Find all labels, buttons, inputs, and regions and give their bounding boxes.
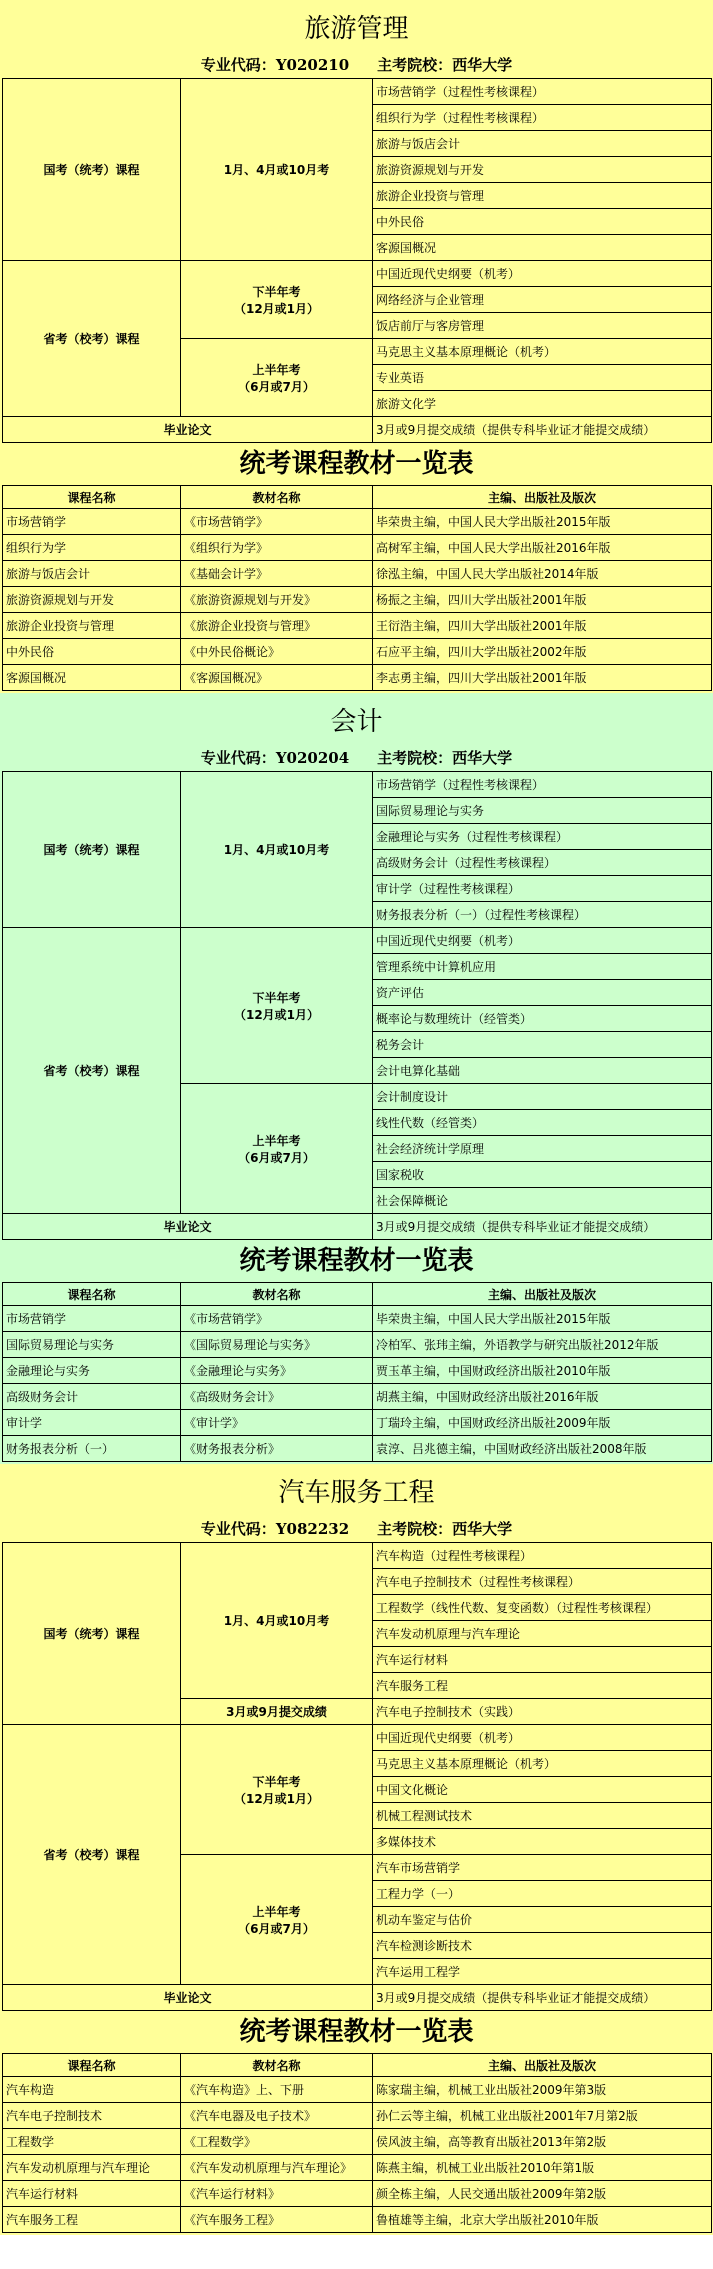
course-name: 旅游与饭店会计 (373, 131, 712, 157)
first-half-title: 上半年考 (252, 1904, 301, 1919)
course-name: 汽车构造 (3, 2077, 181, 2103)
textbook-list-title: 统考课程教材一览表 (239, 449, 474, 479)
course-name: 组织行为学 (3, 535, 181, 561)
course-name: 旅游企业投资与管理 (3, 613, 181, 639)
textbook-name: 《客源国概况》 (181, 665, 373, 691)
first-half-label (181, 1084, 373, 1214)
course-name: 市场营销学（过程性考核课程） (373, 772, 712, 798)
course-name: 旅游企业投资与管理 (373, 183, 712, 209)
textbook-name: 《市场营销学》 (181, 1306, 373, 1332)
editor-publisher: 毕荣贵主编，中国人民大学出版社2015年版 (373, 1306, 712, 1332)
course-name: 中外民俗 (373, 209, 712, 235)
course-name: 高级财务会计（过程性考核课程） (373, 850, 712, 876)
editor-publisher: 杨振之主编，四川大学出版社2001年版 (373, 587, 712, 613)
exam-school-label: 主考院校： (377, 1520, 453, 1538)
textbook-name: 《汽车发动机原理与汽车理论》 (181, 2155, 373, 2181)
editor-publisher: 石应平主编，四川大学出版社2002年版 (373, 639, 712, 665)
second-half-label (181, 928, 373, 1084)
course-name: 汽车构造（过程性考核课程） (373, 1543, 712, 1569)
thesis-label: 毕业论文 (3, 417, 373, 443)
textbook-header-cell: 教材名称 (181, 486, 373, 509)
textbook-header-cell: 教材名称 (181, 1283, 373, 1306)
editor-publisher: 李志勇主编，四川大学出版社2001年版 (373, 665, 712, 691)
course-name: 汽车运行材料 (373, 1647, 712, 1673)
course-name: 国家税收 (373, 1162, 712, 1188)
course-name: 会计电算化基础 (373, 1058, 712, 1084)
course-name: 机械工程测试技术 (373, 1803, 712, 1829)
major-section (0, 0, 713, 693)
second-half-months: （12月或1月） (233, 1007, 320, 1022)
textbook-row (3, 2181, 712, 2207)
course-name: 汽车服务工程 (3, 2207, 181, 2233)
major-code-value: Y020210 (275, 56, 350, 74)
editor-publisher: 孙仁云等主编，机械工业出版社2001年7月第2版 (373, 2103, 712, 2129)
editor-publisher: 侯风波主编，高等教育出版社2013年第2版 (373, 2129, 712, 2155)
textbook-row (3, 1332, 712, 1358)
course-row (3, 772, 712, 798)
course-name: 机动车鉴定与估价 (373, 1907, 712, 1933)
national-exam-time: 1月、4月或10月考 (181, 79, 373, 261)
major-code-label: 专业代码： (200, 1520, 276, 1538)
major-code-value: Y082232 (275, 1520, 350, 1538)
textbook-row (3, 1384, 712, 1410)
course-name: 专业英语 (373, 365, 712, 391)
exam-school-value: 西华大学 (452, 1520, 513, 1538)
textbook-row (3, 2129, 712, 2155)
major-section (0, 1464, 713, 2235)
course-name: 会计制度设计 (373, 1084, 712, 1110)
editor-publisher: 袁淳、吕兆德主编，中国财政经济出版社2008年版 (373, 1436, 712, 1462)
textbook-row (3, 2155, 712, 2181)
course-name: 金融理论与实务 (3, 1358, 181, 1384)
second-half-title: 下半年考 (252, 990, 301, 1005)
editor-publisher: 高树军主编，中国人民大学出版社2016年版 (373, 535, 712, 561)
course-name: 汽车发动机原理与汽车理论 (3, 2155, 181, 2181)
textbook-row (3, 613, 712, 639)
course-name: 客源国概况 (373, 235, 712, 261)
national-exam-label: 国考（统考）课程 (3, 1543, 181, 1725)
textbook-list-title: 统考课程教材一览表 (239, 1246, 474, 1276)
textbook-header-cell: 课程名称 (3, 2054, 181, 2077)
textbook-name: 《旅游资源规划与开发》 (181, 587, 373, 613)
first-half-months: （6月或7月） (238, 1921, 315, 1936)
national-exam-label: 国考（统考）课程 (3, 772, 181, 928)
textbook-name: 《旅游企业投资与管理》 (181, 613, 373, 639)
textbook-name: 《审计学》 (181, 1410, 373, 1436)
course-name: 汽车服务工程 (373, 1673, 712, 1699)
exam-plan-table (2, 1542, 712, 2011)
course-name: 汽车运行材料 (3, 2181, 181, 2207)
textbook-header-cell: 课程名称 (3, 486, 181, 509)
course-name: 旅游资源规划与开发 (373, 157, 712, 183)
course-name: 高级财务会计 (3, 1384, 181, 1410)
major-code (201, 1520, 349, 1538)
second-half-months: （12月或1月） (233, 1791, 320, 1806)
thesis-row (3, 417, 712, 443)
editor-publisher: 王衍浩主编，四川大学出版社2001年版 (373, 613, 712, 639)
major-title: 旅游管理 (304, 14, 409, 44)
course-name: 汽车运用工程学 (373, 1959, 712, 1985)
textbook-row (3, 1436, 712, 1462)
course-name: 网络经济与企业管理 (373, 287, 712, 313)
major-code-label: 专业代码： (200, 749, 276, 767)
second-half-months: （12月或1月） (233, 301, 320, 316)
course-name: 社会经济统计学原理 (373, 1136, 712, 1162)
first-half-months: （6月或7月） (238, 379, 315, 394)
course-name: 工程力学（一） (373, 1881, 712, 1907)
course-name: 税务会计 (373, 1032, 712, 1058)
course-name: 汽车电子控制技术（过程性考核课程） (373, 1569, 712, 1595)
major-code-value: Y020204 (275, 749, 350, 767)
textbook-name: 《汽车构造》上、下册 (181, 2077, 373, 2103)
course-name: 市场营销学 (3, 509, 181, 535)
editor-publisher: 贾玉革主编，中国财政经济出版社2010年版 (373, 1358, 712, 1384)
second-half-title: 下半年考 (252, 1774, 301, 1789)
editor-publisher: 鲁植雄等主编，北京大学出版社2010年版 (373, 2207, 712, 2233)
course-name: 市场营销学 (3, 1306, 181, 1332)
course-name: 财务报表分析（一） (3, 1436, 181, 1462)
course-name: 概率论与数理统计（经管类） (373, 1006, 712, 1032)
textbook-name: 《汽车电器及电子技术》 (181, 2103, 373, 2129)
exam-school-value: 西华大学 (452, 56, 513, 74)
second-half-label (181, 261, 373, 339)
first-half-title: 上半年考 (252, 1133, 301, 1148)
exam-plan-table (2, 771, 712, 1240)
textbook-name: 《金融理论与实务》 (181, 1358, 373, 1384)
course-name: 中国近现代史纲要（机考） (373, 1725, 712, 1751)
textbook-header-cell: 课程名称 (3, 1283, 181, 1306)
course-name: 旅游资源规划与开发 (3, 587, 181, 613)
major-section (0, 693, 713, 1464)
editor-publisher: 颜全栋主编，人民交通出版社2009年第2版 (373, 2181, 712, 2207)
course-row (3, 928, 712, 954)
provincial-exam-label: 省考（校考）课程 (3, 1725, 181, 1985)
course-name: 马克思主义基本原理概论（机考） (373, 1751, 712, 1777)
course-name: 金融理论与实务（过程性考核课程） (373, 824, 712, 850)
course-row (3, 1543, 712, 1569)
course-name: 组织行为学（过程性考核课程） (373, 105, 712, 131)
textbook-name: 《市场营销学》 (181, 509, 373, 535)
thesis-note: 3月或9月提交成绩（提供专科毕业证才能提交成绩） (373, 1985, 712, 2011)
exam-school (377, 1520, 512, 1538)
editor-publisher: 冷柏军、张玮主编，外语教学与研究出版社2012年版 (373, 1332, 712, 1358)
course-row (3, 1725, 712, 1751)
textbook-list-title: 统考课程教材一览表 (239, 2017, 474, 2047)
thesis-note: 3月或9月提交成绩（提供专科毕业证才能提交成绩） (373, 1214, 712, 1240)
provincial-exam-label: 省考（校考）课程 (3, 261, 181, 417)
textbook-header-row (3, 486, 712, 509)
thesis-label: 毕业论文 (3, 1214, 373, 1240)
first-half-label (181, 1855, 373, 1985)
provincial-exam-label: 省考（校考）课程 (3, 928, 181, 1214)
textbook-row (3, 2103, 712, 2129)
course-name: 国际贸易理论与实务 (3, 1332, 181, 1358)
course-name: 审计学 (3, 1410, 181, 1436)
editor-publisher: 陈燕主编，机械工业出版社2010年第1版 (373, 2155, 712, 2181)
textbook-header-cell: 主编、出版社及版次 (373, 2054, 712, 2077)
course-name: 旅游文化学 (373, 391, 712, 417)
course-name: 中国文化概论 (373, 1777, 712, 1803)
course-name: 汽车发动机原理与汽车理论 (373, 1621, 712, 1647)
course-name: 汽车电子控制技术 (3, 2103, 181, 2129)
textbook-row (3, 1306, 712, 1332)
textbook-row (3, 665, 712, 691)
course-name: 工程数学 (3, 2129, 181, 2155)
major-code (201, 56, 349, 74)
course-name: 汽车市场营销学 (373, 1855, 712, 1881)
editor-publisher: 丁瑞玲主编，中国财政经济出版社2009年版 (373, 1410, 712, 1436)
course-name: 资产评估 (373, 980, 712, 1006)
course-name: 工程数学（线性代数、复变函数）（过程性考核课程） (373, 1595, 712, 1621)
course-name: 审计学（过程性考核课程） (373, 876, 712, 902)
exam-school-label: 主考院校： (377, 56, 453, 74)
course-name: 旅游与饭店会计 (3, 561, 181, 587)
course-name: 马克思主义基本原理概论（机考） (373, 339, 712, 365)
textbook-row (3, 639, 712, 665)
editor-publisher: 毕荣贵主编，中国人民大学出版社2015年版 (373, 509, 712, 535)
textbook-name: 《组织行为学》 (181, 535, 373, 561)
major-subtitle (2, 52, 711, 78)
thesis-label: 毕业论文 (3, 1985, 373, 2011)
course-name: 线性代数（经管类） (373, 1110, 712, 1136)
major-title: 汽车服务工程 (278, 1478, 435, 1508)
course-name: 汽车电子控制技术（实践） (373, 1699, 712, 1725)
textbook-name: 《国际贸易理论与实务》 (181, 1332, 373, 1358)
textbook-table (2, 2053, 712, 2233)
course-row (3, 79, 712, 105)
thesis-row (3, 1985, 712, 2011)
practice-submit-label: 3月或9月提交成绩 (181, 1699, 373, 1725)
first-half-label (181, 339, 373, 417)
course-name: 中外民俗 (3, 639, 181, 665)
editor-publisher: 胡燕主编，中国财政经济出版社2016年版 (373, 1384, 712, 1410)
national-exam-time: 1月、4月或10月考 (181, 1543, 373, 1699)
course-name: 社会保障概论 (373, 1188, 712, 1214)
textbook-name: 《汽车运行材料》 (181, 2181, 373, 2207)
textbook-table (2, 1282, 712, 1462)
textbook-row (3, 561, 712, 587)
second-half-title: 下半年考 (252, 284, 301, 299)
major-title: 会计 (330, 707, 383, 737)
first-half-months: （6月或7月） (238, 1150, 315, 1165)
editor-publisher: 陈家瑞主编，机械工业出版社2009年第3版 (373, 2077, 712, 2103)
course-name: 中国近现代史纲要（机考） (373, 261, 712, 287)
exam-school-value: 西华大学 (452, 749, 513, 767)
textbook-row (3, 509, 712, 535)
exam-school (377, 749, 512, 767)
textbook-name: 《财务报表分析》 (181, 1436, 373, 1462)
editor-publisher: 徐泓主编，中国人民大学出版社2014年版 (373, 561, 712, 587)
textbook-name: 《高级财务会计》 (181, 1384, 373, 1410)
exam-school-label: 主考院校： (377, 749, 453, 767)
course-name: 饭店前厅与客房管理 (373, 313, 712, 339)
thesis-row (3, 1214, 712, 1240)
textbook-row (3, 587, 712, 613)
textbook-name: 《工程数学》 (181, 2129, 373, 2155)
textbook-row (3, 2207, 712, 2233)
course-name: 财务报表分析（一）（过程性考核课程） (373, 902, 712, 928)
course-name: 市场营销学（过程性考核课程） (373, 79, 712, 105)
thesis-note: 3月或9月提交成绩（提供专科毕业证才能提交成绩） (373, 417, 712, 443)
major-code (201, 749, 349, 767)
textbook-row (3, 535, 712, 561)
course-name: 多媒体技术 (373, 1829, 712, 1855)
textbook-header-row (3, 1283, 712, 1306)
course-name: 国际贸易理论与实务 (373, 798, 712, 824)
major-code-label: 专业代码： (200, 56, 276, 74)
course-name: 汽车检测诊断技术 (373, 1933, 712, 1959)
textbook-name: 《基础会计学》 (181, 561, 373, 587)
national-exam-label: 国考（统考）课程 (3, 79, 181, 261)
first-half-title: 上半年考 (252, 362, 301, 377)
textbook-table (2, 485, 712, 691)
textbook-header-row (3, 2054, 712, 2077)
major-subtitle (2, 745, 711, 771)
course-name: 中国近现代史纲要（机考） (373, 928, 712, 954)
textbook-row (3, 1410, 712, 1436)
national-exam-time: 1月、4月或10月考 (181, 772, 373, 928)
textbook-row (3, 1358, 712, 1384)
textbook-row (3, 2077, 712, 2103)
course-row (3, 261, 712, 287)
textbook-header-cell: 主编、出版社及版次 (373, 1283, 712, 1306)
second-half-label (181, 1725, 373, 1855)
exam-plan-table (2, 78, 712, 443)
textbook-name: 《中外民俗概论》 (181, 639, 373, 665)
textbook-name: 《汽车服务工程》 (181, 2207, 373, 2233)
course-name: 管理系统中计算机应用 (373, 954, 712, 980)
course-name: 客源国概况 (3, 665, 181, 691)
textbook-header-cell: 教材名称 (181, 2054, 373, 2077)
exam-school (377, 56, 512, 74)
textbook-header-cell: 主编、出版社及版次 (373, 486, 712, 509)
major-subtitle (2, 1516, 711, 1542)
